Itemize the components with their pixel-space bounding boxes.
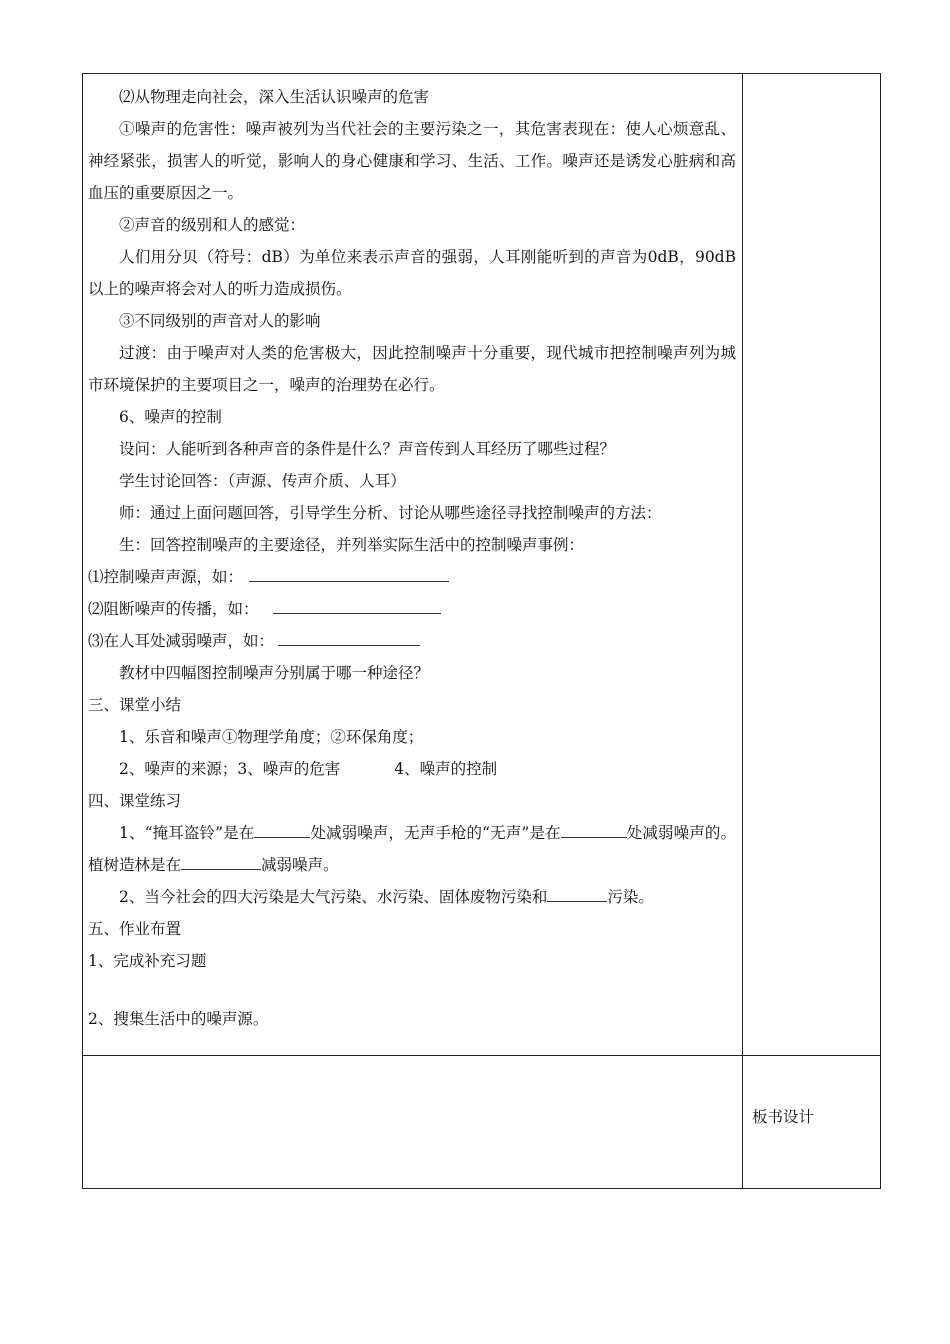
fill-label: ⑴控制噪声声源，如： [88, 568, 244, 586]
answer-blank [249, 565, 449, 582]
text-line: 学生讨论回答：（声源、传声介质、人耳） [119, 472, 406, 490]
summary-item: 2、噪声的来源；3、噪声的危害 [119, 760, 341, 778]
answer-blank [181, 853, 261, 870]
fill-line [88, 625, 736, 657]
text-line: ②声音的级别和人的感觉： [119, 216, 306, 234]
homework-item: 2、搜集生活中的噪声源。 [88, 1010, 269, 1028]
exercise-1 [88, 817, 736, 881]
answer-blank [278, 629, 420, 646]
lesson-content-cell [88, 81, 736, 1035]
exercise-text: 减弱噪声。 [261, 856, 339, 874]
fill-line [88, 561, 736, 593]
row-divider [83, 1055, 880, 1056]
section-heading: 四、课堂练习 [88, 792, 182, 810]
text-line: ③不同级别的声音对人的影响 [119, 312, 321, 330]
exercise-text: 污染。 [607, 888, 654, 906]
text-line: ⑵从物理走向社会，深入生活认识噪声的危害 [119, 88, 430, 106]
text-line: 设问：人能听到各种声音的条件是什么？声音传到人耳经历了哪些过程？ [119, 440, 616, 458]
text-line: 1、乐音和噪声①物理学角度；②环保角度； [119, 728, 424, 746]
answer-blank [273, 597, 441, 614]
exercise-text: 处减弱噪声的。植树造林是在 [88, 824, 736, 874]
lesson-table [82, 73, 881, 1189]
section-heading: 6、噪声的控制 [119, 408, 222, 426]
section-heading: 三、课堂小结 [88, 696, 182, 714]
answer-blank [561, 821, 627, 838]
section-heading: 五、作业布置 [88, 920, 182, 938]
paragraph-decibel: 人们用分贝（符号：dB）为单位来表示声音的强弱，人耳刚能听到的声音为0dB，90dB以上的噪声将会对人的听力造成损伤。 [88, 248, 736, 298]
fill-label: ⑶在人耳处减弱噪声，如： [88, 632, 275, 650]
homework-item: 1、完成补充习题 [88, 952, 207, 970]
paragraph-harm: ①噪声的危害性：噪声被列为当代社会的主要污染之一，其危害表现在：使人心烦意乱、神经紧张，损害人的听觉，影响人的身心健康和学习、生活、工作。噪声还是诱发心脏病和高血压的重要原因之一。 [88, 120, 736, 202]
text-line: 教材中四幅图控制噪声分别属于哪一种途径？ [119, 664, 430, 682]
text-line: 师：通过上面问题回答，引导学生分析、讨论从哪些途径寻找控制噪声的方法： [119, 504, 662, 522]
summary-item: 4、噪声的控制 [394, 760, 498, 778]
fill-label: ⑵阻断噪声的传播，如： [88, 600, 259, 618]
text-line [88, 753, 736, 785]
column-divider [742, 74, 743, 1188]
exercise-text: 处减弱噪声，无声手枪的“无声”是在 [310, 824, 561, 842]
exercise-text: 1、“掩耳盗铃”是在 [119, 824, 255, 842]
paragraph-transition: 过渡：由于噪声对人类的危害极大，因此控制噪声十分重要，现代城市把控制噪声列为城市环境保护的主要项目之一，噪声的治理势在必行。 [88, 344, 736, 394]
exercise-text: 2、当今社会的四大污染是大气污染、水污染、固体废物污染和 [119, 888, 548, 906]
text-line: 生：回答控制噪声的主要途径，并列举实际生活中的控制噪声事例： [119, 536, 585, 554]
board-design-label: 板书设计 [752, 1108, 815, 1126]
exercise-2 [88, 881, 736, 913]
answer-blank [254, 821, 310, 838]
fill-line [88, 593, 736, 625]
answer-blank [547, 885, 607, 902]
